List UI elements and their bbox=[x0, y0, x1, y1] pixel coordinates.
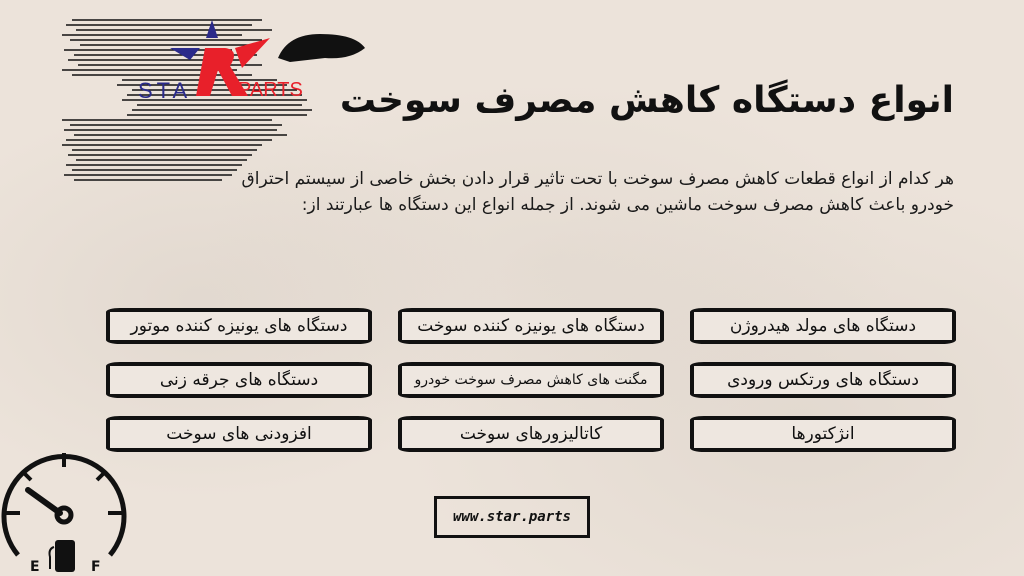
device-ignition[interactable]: دستگاه های جرقه زنی bbox=[106, 362, 372, 398]
gauge-needle bbox=[28, 490, 60, 513]
svg-text:STA: STA bbox=[138, 78, 192, 103]
website-link[interactable]: www.star.parts bbox=[434, 496, 590, 538]
car-silhouette-icon bbox=[278, 34, 365, 62]
device-fuel-catalysts[interactable]: کاتالیزورهای سوخت bbox=[398, 416, 664, 452]
device-fuel-ionizer[interactable]: دستگاه های یونیزه کننده سوخت bbox=[398, 308, 664, 344]
fuel-gauge-icon bbox=[0, 445, 135, 576]
star-parts-logo bbox=[130, 18, 370, 103]
device-fuel-additives[interactable]: افزودنی های سوخت bbox=[106, 416, 372, 452]
device-hydrogen-generator[interactable]: دستگاه های مولد هیدروژن bbox=[690, 308, 956, 344]
svg-text:PARTS: PARTS bbox=[238, 79, 303, 101]
description-paragraph: هر کدام از انواع قطعات کاهش مصرف سوخت با تحت تاثیر قرار دادن بخش خاصی از سیستم احتراق خودرو باعث کاهش مصرف سوخت ماشین می شوند. از جمله انواع این دستگاه ها عبارتند از: bbox=[241, 169, 954, 215]
gauge-empty-label: E bbox=[30, 559, 40, 575]
device-engine-ionizer[interactable]: دستگاه های یونیزه کننده موتور bbox=[106, 308, 372, 344]
star-icon bbox=[206, 20, 218, 38]
fuel-pump-icon bbox=[55, 540, 75, 572]
device-intake-vortex[interactable]: دستگاه های ورتکس ورودی bbox=[690, 362, 956, 398]
device-injectors[interactable]: انژکتورها bbox=[690, 416, 956, 452]
gauge-full-label: F bbox=[91, 559, 101, 575]
page-title: انواع دستگاه کاهش مصرف سوخت bbox=[339, 80, 954, 121]
device-fuel-magnets[interactable]: مگنت های کاهش مصرف سوخت خودرو bbox=[398, 362, 664, 398]
